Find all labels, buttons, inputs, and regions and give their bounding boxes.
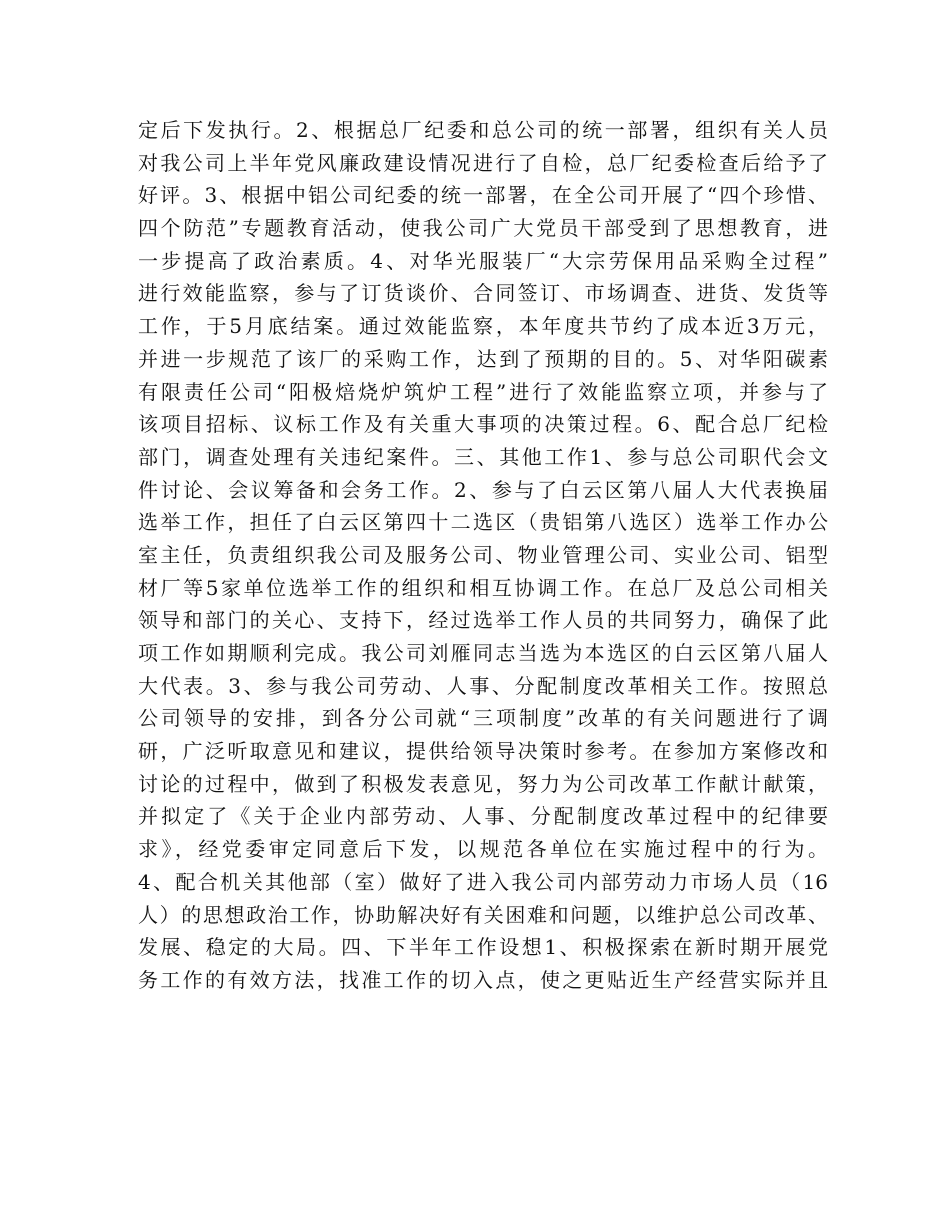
text-line: 进行效能监察，参与了订货谈价、合同签订、市场调查、进货、发货等 xyxy=(138,281,828,306)
text-line: 并进一步规范了该厂的采购工作，达到了预期的目的。5、对华阳碳素 xyxy=(138,346,828,371)
text-line: 领导和部门的关心、支持下，经过选举工作人员的共同努力，确保了此 xyxy=(138,608,828,633)
text-line: 定后下发执行。2、根据总厂纪委和总公司的统一部署，组织有关人员 xyxy=(138,118,828,142)
text-line: 公司领导的安排，到各分公司就“三项制度”改革的有关问题进行了调 xyxy=(138,706,828,731)
text-line: 并拟定了《关于企业内部劳动、人事、分配制度改革过程中的纪律要 xyxy=(138,804,828,829)
text-line: 对我公司上半年党风廉政建设情况进行了自检，总厂纪委检查后给予了 xyxy=(138,150,828,175)
text-line: 求》，经党委审定同意后下发，以规范各单位在实施过程中的行为。 xyxy=(138,837,828,862)
text-line: 研，广泛听取意见和建议，提供给领导决策时参考。在参加方案修改和 xyxy=(138,739,828,764)
text-line: 该项目招标、议标工作及有关重大事项的决策过程。6、配合总厂纪检 xyxy=(138,412,828,437)
text-line: 件讨论、会议筹备和会务工作。2、参与了白云区第八届人大代表换届 xyxy=(138,477,828,502)
text-line: 发展、稳定的大局。四、下半年工作设想1、积极探索在新时期开展党 xyxy=(138,935,828,960)
text-line: 项工作如期顺利完成。我公司刘雁同志当选为本选区的白云区第八届人 xyxy=(138,641,828,665)
body-text xyxy=(138,114,828,997)
text-line: 务工作的有效方法，找准工作的切入点，使之更贴近生产经营实际并且 xyxy=(138,967,828,992)
text-line: 材厂等5家单位选举工作的组织和相互协调工作。在总厂及总公司相关 xyxy=(138,575,828,600)
text-line: 好评。3、根据中铝公司纪委的统一部署，在全公司开展了“四个珍惜、 xyxy=(138,183,828,208)
text-line: 室主任，负责组织我公司及服务公司、物业管理公司、实业公司、铝型 xyxy=(138,542,828,567)
text-line: 四个防范”专题教育活动，使我公司广大党员干部受到了思想教育，进 xyxy=(138,216,828,241)
text-line: 一步提高了政治素质。4、对华光服装厂“大宗劳保用品采购全过程” xyxy=(138,248,828,273)
text-line: 大代表。3、参与我公司劳动、人事、分配制度改革相关工作。按照总 xyxy=(138,673,828,698)
text-line: 部门，调查处理有关违纪案件。三、其他工作1、参与总公司职代会文 xyxy=(138,444,828,469)
text-line: 选举工作，担任了白云区第四十二选区（贵铝第八选区）选举工作办公 xyxy=(138,510,828,535)
text-line: 工作，于5月底结案。通过效能监察，本年度共节约了成本近3万元， xyxy=(138,314,828,339)
text-line: 有限责任公司“阳极焙烧炉筑炉工程”进行了效能监察立项，并参与了 xyxy=(138,379,828,404)
text-line: 人）的思想政治工作，协助解决好有关困难和问题，以维护总公司改革、 xyxy=(138,902,828,927)
text-line: 讨论的过程中，做到了积极发表意见，努力为公司改革工作献计献策， xyxy=(138,771,828,796)
text-line: 4、配合机关其他部（室）做好了进入我公司内部劳动力市场人员（16 xyxy=(138,869,828,894)
